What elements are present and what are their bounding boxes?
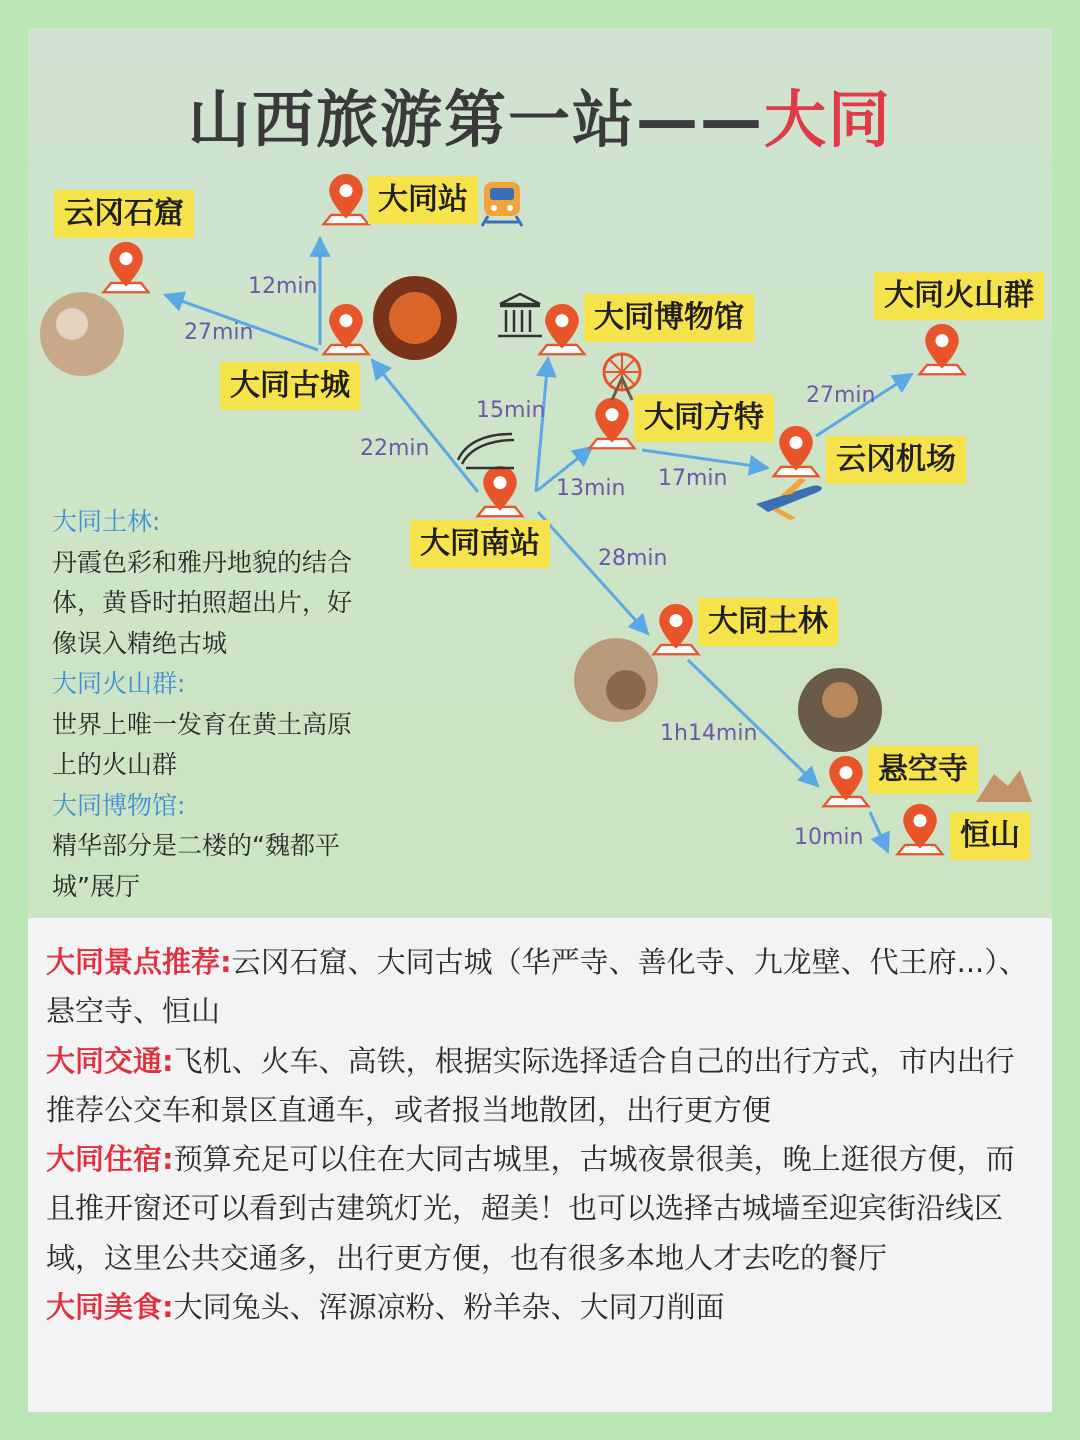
train-icon	[482, 182, 522, 226]
time-south-city: 22min	[360, 436, 430, 461]
time-temple-hengshan: 10min	[794, 825, 864, 850]
info-body: 云冈石窟、大同古城（华严寺、善化寺、九龙壁、代王府...）、悬空寺、恒山	[46, 945, 1028, 1029]
info-attractions	[46, 938, 1036, 1037]
note-line: 城”展厅	[52, 871, 140, 901]
note-line: 像误入精绝古城	[52, 628, 228, 658]
time-city-station: 12min	[248, 274, 318, 299]
note-title: 大同土林:	[52, 507, 161, 536]
info-heading: 大同美食:	[46, 1290, 174, 1325]
map-pin-icon	[540, 304, 585, 354]
time-south-fangte: 13min	[556, 476, 626, 501]
arrow-south-city	[372, 360, 478, 492]
title-accent: 大同	[764, 83, 893, 156]
arrow-south-forest	[538, 512, 648, 634]
info-text	[46, 938, 1036, 1332]
label-datong-station[interactable]: 大同站	[368, 176, 478, 224]
label-earth-forest[interactable]: 大同土林	[698, 598, 838, 646]
label-ancient-city[interactable]: 大同古城	[220, 362, 360, 410]
arrow-south-museum	[536, 358, 548, 492]
note-line: 世界上唯一发育在黄土高原	[52, 709, 353, 739]
map-pin-icon	[654, 604, 699, 654]
label-yungang-grottoes[interactable]: 云冈石窟	[54, 190, 194, 238]
label-museum[interactable]: 大同博物馆	[584, 294, 754, 342]
note-line: 上的火山群	[52, 750, 178, 779]
map-pin-icon	[324, 304, 369, 354]
map-pin-icon	[898, 804, 943, 854]
map-pin-icon	[590, 398, 635, 448]
map-pin-icon	[774, 426, 819, 476]
map-pin-icon	[324, 174, 369, 224]
title-main: 山西旅游第一站——	[187, 83, 764, 156]
info-food	[46, 1283, 1036, 1332]
time-airport-volcano: 27min	[806, 383, 876, 408]
map-pin-icon	[920, 324, 965, 374]
info-heading: 大同交通:	[46, 1043, 174, 1078]
time-forest-temple: 1h14min	[660, 721, 758, 746]
note-line: 丹霞色彩和雅丹地貌的结合	[52, 547, 353, 577]
info-heading: 大同住宿:	[46, 1142, 174, 1177]
map-pin-icon	[104, 242, 149, 292]
time-south-museum: 15min	[476, 398, 546, 423]
label-volcano-group[interactable]: 大同火山群	[874, 272, 1044, 320]
label-hengshan[interactable]: 恒山	[950, 812, 1030, 860]
time-south-forest: 28min	[598, 546, 668, 571]
arrow-temple-hengshan	[870, 812, 888, 852]
label-fangte[interactable]: 大同方特	[634, 394, 774, 442]
info-heading: 大同景点推荐:	[46, 945, 232, 979]
info-transport	[46, 1037, 1036, 1136]
info-lodging	[46, 1135, 1036, 1283]
bullet-train-icon	[458, 434, 514, 468]
note-line: 精华部分是二楼的“魏都平	[52, 831, 340, 860]
airplane-icon	[756, 478, 822, 520]
note-line: 体，黄昏时拍照超出片，好	[52, 588, 353, 617]
info-body: 预算充足可以住在大同古城里，古城夜景很美，晚上逛很方便，而且推开窗还可以看到古建筑灯光，超美！也可以选择古城墙至迎宾街沿线区域，这里公共交通多，出行更方便，也有很多本地人才去吃的餐厅	[46, 1142, 1015, 1275]
label-south-station[interactable]: 大同南站	[410, 520, 550, 568]
time-fangte-airport: 17min	[658, 466, 728, 491]
label-hanging-temple[interactable]: 悬空寺	[868, 746, 978, 794]
map-pin-icon	[478, 466, 523, 516]
map-pin-icon	[824, 756, 869, 806]
note-title: 大同火山群:	[52, 669, 186, 698]
attraction-notes	[52, 502, 392, 907]
time-city-grottoes: 27min	[184, 320, 254, 345]
info-body: 飞机、火车、高铁，根据实际选择适合自己的出行方式，市内出行推荐公交车和景区直通车，或者报当地散团，出行更方便	[46, 1043, 1015, 1127]
mountain-icon	[976, 770, 1032, 802]
info-body: 大同兔头、浑源凉粉、粉羊杂、大同刀削面	[173, 1290, 725, 1325]
museum-building-icon	[498, 294, 542, 336]
label-yungang-airport[interactable]: 云冈机场	[826, 436, 966, 484]
note-title: 大同博物馆:	[52, 790, 186, 820]
